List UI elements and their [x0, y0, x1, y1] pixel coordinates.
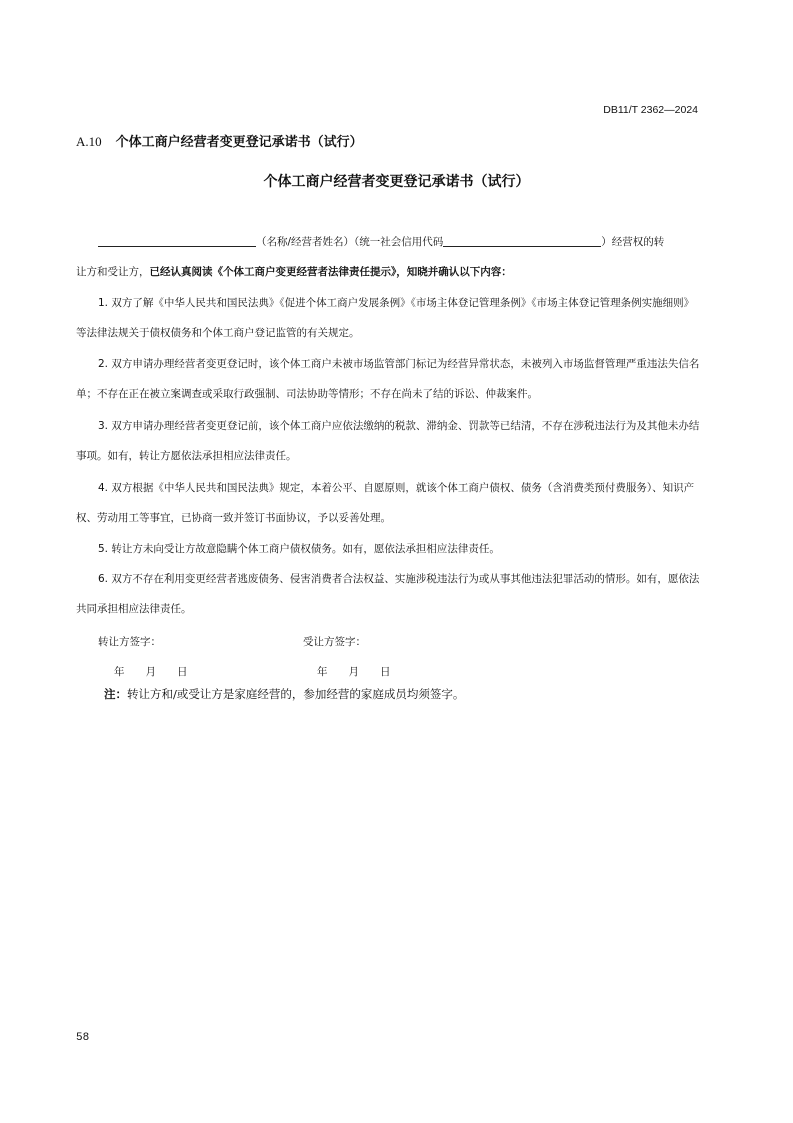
- item-number: 3.: [98, 420, 109, 432]
- credit-code-blank-line[interactable]: [443, 233, 601, 247]
- transferor-date: 年 月 日: [114, 666, 188, 678]
- item-number: 5.: [98, 543, 109, 555]
- item-number: 6.: [98, 573, 109, 585]
- note-label: 注：: [104, 687, 127, 701]
- after-code-text: ）经营权的转: [601, 236, 665, 248]
- page-number: 58: [76, 1032, 90, 1044]
- list-item: [76, 411, 700, 471]
- transferee-signature-label: 受让方签字：: [303, 636, 366, 648]
- item-text: 转让方未向受让方故意隐瞒个体工商户债权债务。如有，愿依法承担相应法律责任。: [108, 543, 500, 555]
- list-item: [76, 473, 700, 533]
- list-item: [76, 534, 700, 564]
- item-text: 双方申请办理经营者变更登记前，该个体工商户应依法缴纳的税款、滞纳金、罚款等已结清，不存在涉税违法行为及其他未办结事项。如有，转让方愿依法承担相应法律责任。: [76, 420, 700, 462]
- item-text: 双方不存在利用变更经营者逃废债务、侵害消费者合法权益、实施涉税违法行为或从事其他违法犯罪活动的情形。如有，愿依法共同承担相应法律责任。: [76, 573, 700, 615]
- section-title: 个体工商户经营者变更登记承诺书（试行）: [115, 135, 363, 150]
- section-heading: [76, 131, 363, 150]
- transferor-signature-label: 转让方签字：: [98, 636, 161, 648]
- item-text: 双方了解《中华人民共和国民法典》《促进个体工商户发展条例》《市场主体登记管理条例》《市场主体登记管理条例实施细则》等法律法规关于债权债务和个体工商户登记监管的有关规定。: [76, 297, 695, 339]
- note-text: 转让方和/或受让方是家庭经营的，参加经营的家庭成员均须签字。: [127, 687, 465, 701]
- document-title: 个体工商户经营者变更登记承诺书（试行）: [263, 174, 530, 190]
- intro-paragraph: [76, 227, 700, 287]
- item-number: 1.: [98, 297, 109, 309]
- transferee-date: 年 月 日: [317, 666, 391, 678]
- document-number: DB11/T 2362—2024: [603, 104, 698, 116]
- intro-line2-start: 让方和受让方，: [76, 266, 150, 278]
- list-item: [76, 288, 700, 348]
- name-blank-line[interactable]: [98, 233, 256, 247]
- section-number: A.10: [76, 134, 102, 149]
- intro-line2-bold: 已经认真阅读《个体工商户变更经营者法律责任提示》，知晓并确认以下内容：: [149, 266, 512, 278]
- list-item: [76, 564, 700, 624]
- name-label: （名称/经营者姓名）: [256, 236, 355, 248]
- list-item: [76, 349, 700, 409]
- item-number: 4.: [98, 482, 109, 494]
- item-text: 双方根据《中华人民共和国民法典》规定，本着公平、自愿原则，就该个体工商户债权、债务（含消费类预付费服务）、知识产权、劳动用工等事宜，已协商一致并签订书面协议，予以妥善处理。: [76, 482, 695, 524]
- item-number: 2.: [98, 358, 109, 370]
- code-label: （统一社会信用代码: [354, 236, 444, 248]
- item-text: 双方申请办理经营者变更登记时，该个体工商户未被市场监管部门标记为经营异常状态，未被列入市场监督管理严重违法失信名单；不存在正在被立案调查或采取行政强制、司法协助等情形；不存在尚未了结的诉讼、仲裁案件。: [76, 358, 700, 400]
- footnote: [104, 686, 464, 702]
